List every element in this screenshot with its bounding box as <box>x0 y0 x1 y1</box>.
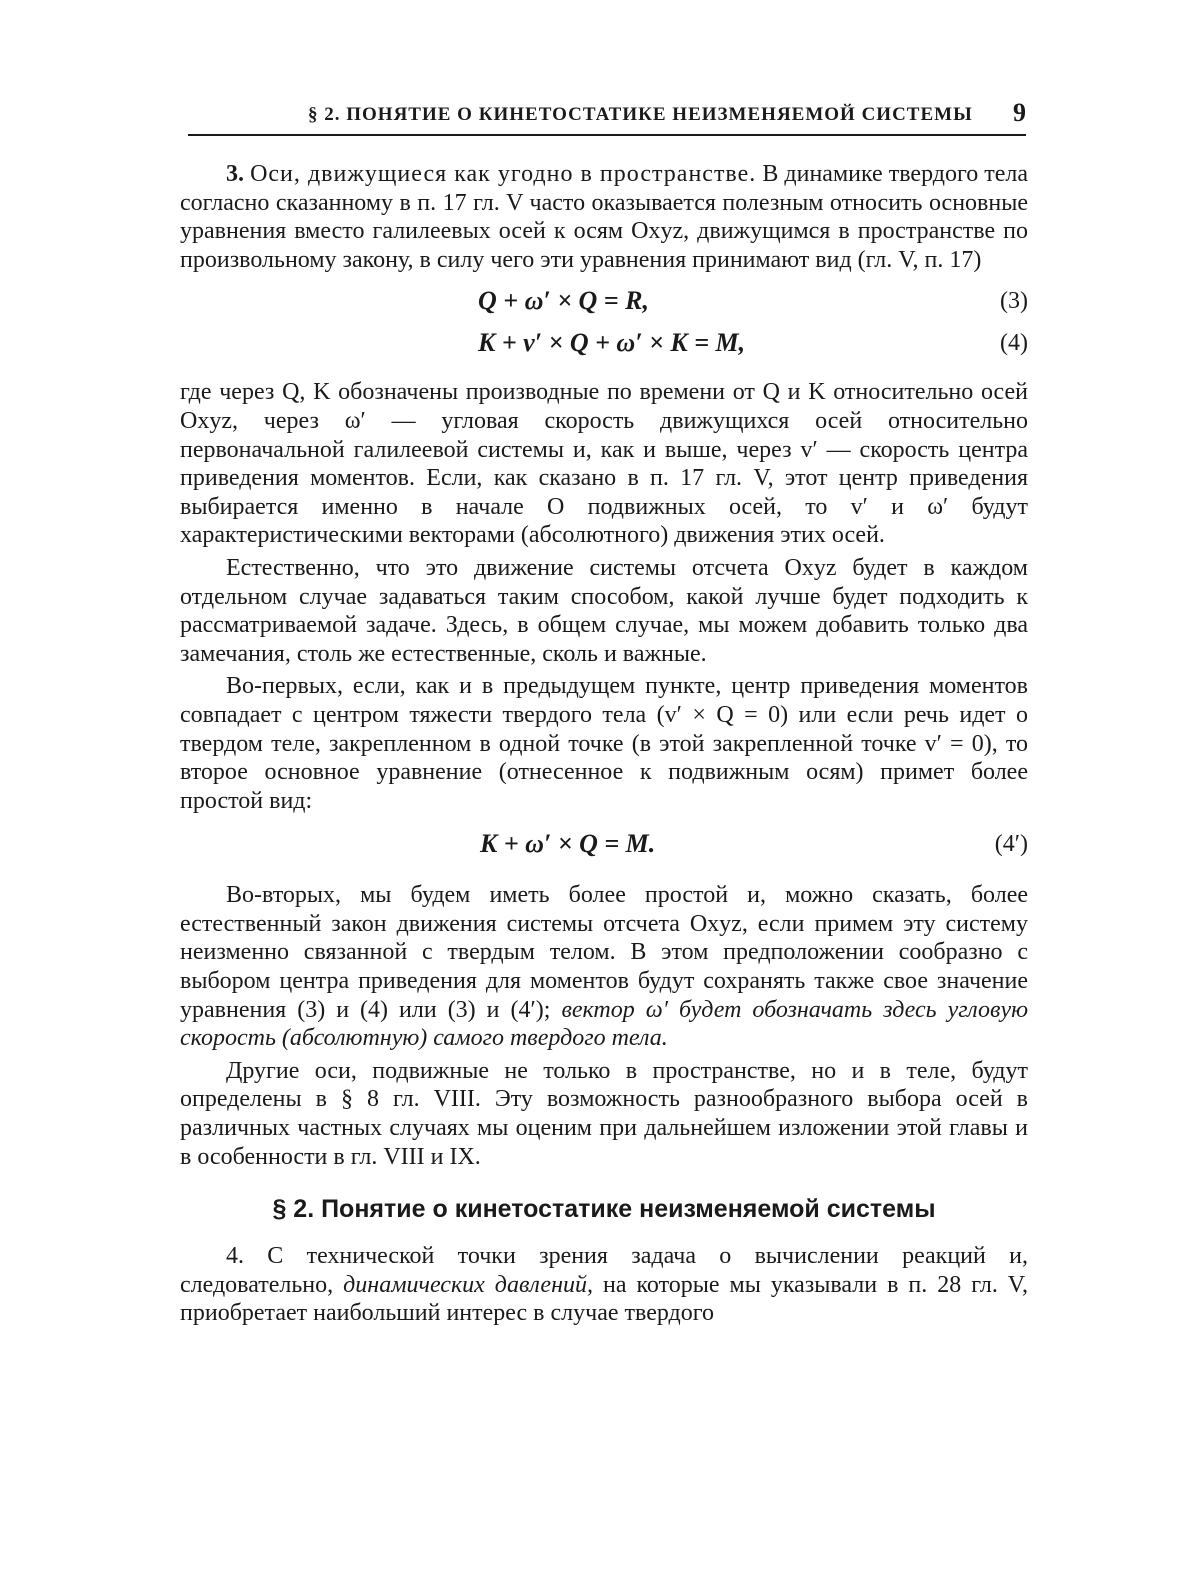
equation-formula: Q + ω′ × Q = R, <box>478 286 649 316</box>
running-header <box>188 98 1026 136</box>
equation-4 <box>180 326 1028 370</box>
paragraph-number: 3. <box>226 161 244 187</box>
section-heading: § 2. Понятие о кинетостатике неизменяемой системы <box>272 1195 936 1224</box>
equation-4-prime <box>180 827 1028 871</box>
paragraph-other-axes: Другие оси, подвижные не только в пространстве, но и в теле, будут определены в § 8 гл. VIII. Эту возможность разнообразного выбора осей в различных частных случаях мы оценим при дальнейшем изложении этой главы и в особенности в гл. VIII и IX. <box>180 1057 1028 1170</box>
equation-formula: K + ω′ × Q = M. <box>480 829 656 859</box>
equation-formula: K + v′ × Q + ω′ × K = M, <box>478 328 746 358</box>
paragraph-definitions: где через Q, K обозначены производные по времени от Q и K относительно осей Oxyz, через ω′ — угловая скорость движущихся осей относительно первоначальной галилеевой системы и, как и выше, через v′ — скорость центра приведения моментов. Если, как сказано в п. 17 гл. V, этот центр приведения выбирается именно в начале O подвижных осей, то v′ и ω′ будут характеристическими векторами (абсолютного) движения этих осей. <box>180 379 1028 549</box>
equation-number: (3) <box>1000 288 1028 315</box>
paragraph-italic: динамических давлений, <box>343 1271 593 1298</box>
paragraph-text: на которые мы указывали в п. 28 гл. V, приобретает наибольший интерес в случае твердого <box>180 1271 1029 1327</box>
running-header-title: § 2. ПОНЯТИЕ О КИНЕТОСТАТИКЕ НЕИЗМЕНЯЕМОЙ СИСТЕМЫ <box>308 104 973 125</box>
equation-number: (4′) <box>994 831 1028 858</box>
paragraph-text: 4. С технической точки зрения задача о вычислении реакций и, следовательно, <box>180 1243 1028 1298</box>
paragraph-3 <box>180 160 1028 274</box>
paragraph-4 <box>180 1242 1028 1328</box>
paragraph-lead: Оси, движущиеся как угодно в пространстве. <box>250 161 757 187</box>
page-body <box>180 160 1028 1328</box>
paragraph-text: Во-вторых, мы будем иметь более простой и, можно сказать, более естественный закон движения системы отсчета Oxyz, если примем эту систему неизменно связанной с твердым телом. В этом предположении сообразно с выбором центра приведения для моментов будут сохранять также свое значение уравнения (3) и (4) или (3) и (4′); <box>180 882 1028 1023</box>
paragraph-natural: Естественно, что это движение системы отсчета Oxyz будет в каждом отдельном случае задаваться таким способом, какой лучше будет подходить к рассматриваемой задаче. Здесь, в общем случае, мы можем добавить только два замечания, столь же естественные, сколь и важные. <box>180 554 1028 667</box>
page-number: 9 <box>1013 98 1026 127</box>
equation-3 <box>180 282 1028 326</box>
paragraph-first-remark: Во-первых, если, как и в предыдущем пункте, центр приведения моментов совпадает с центром тяжести твердого тела (v′ × Q = 0) или если речь идет о твердом теле, закрепленном в одной точке (в этой закрепленной точке v′ = 0), то второе основное уравнение (отнесенное к подвижным осям) примет более простой вид: <box>180 673 1029 814</box>
paragraph-text: В динамике твердого тела согласно сказанному в п. 17 гл. V часто оказывается полезным относить основные уравнения вместо галилеевых осей к осям Oxyz, движущимся в пространстве по произвольному закону, в силу чего эти уравнения принимают вид (гл. V, п. 17) <box>180 161 1029 273</box>
equation-number: (4) <box>1000 330 1028 357</box>
paragraph-second-remark <box>180 881 1028 1053</box>
paragraph-italic: вектор ω′ будет обозначать здесь угловую скорость (абсолютную) самого твердого тела. <box>180 996 1029 1052</box>
